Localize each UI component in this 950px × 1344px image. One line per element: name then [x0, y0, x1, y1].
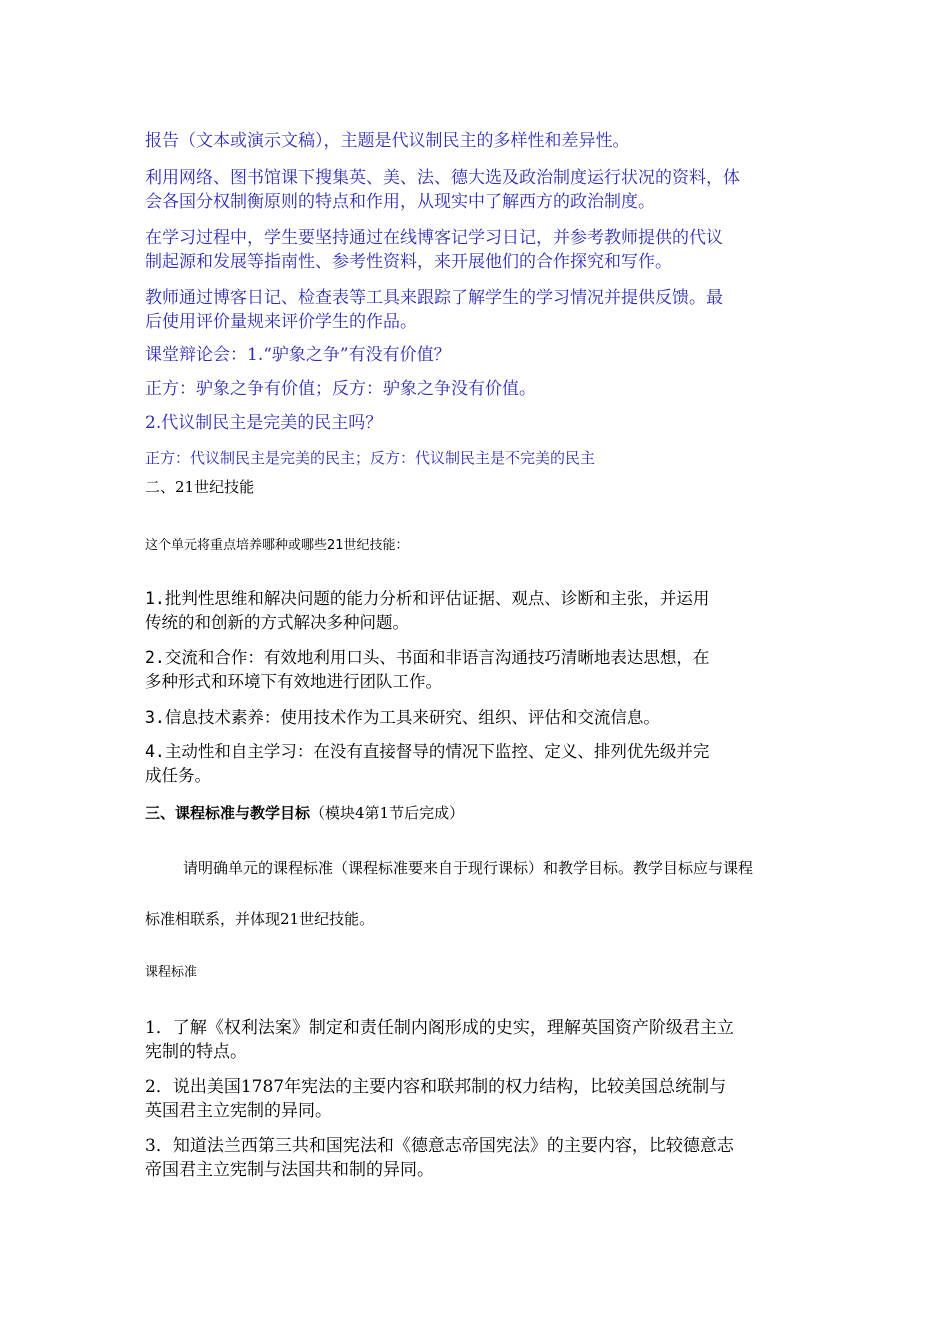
standards-intro-line-2: 标准相联系，并体现21世纪技能。 [145, 910, 375, 928]
standards-label: 课程标准 [145, 965, 198, 980]
skill-2-line-1: 2.交流和合作：有效地利用口头、书面和非语言沟通技巧清晰地表达思想，在 [145, 648, 710, 667]
standard-3-line-1: 3．知道法兰西第三共和国宪法和《德意志帝国宪法》的主要内容，比较德意志 [145, 1136, 734, 1156]
skill-1-line-1: 1.批判性思维和解决问题的能力分析和评估证据、观点、诊断和主张，并运用 [145, 589, 710, 608]
standard-1-line-1: 1．了解《权利法案》制定和责任制内阁形成的史实，理解英国资产阶级君主立 [145, 1018, 734, 1038]
skill-3: 3.信息技术素养：使用技术作为工具来研究、组织、评估和交流信息。 [145, 708, 660, 727]
learning-process-line-2: 制起源和发展等指南性、参考性资料，来开展他们的合作探究和写作。 [145, 252, 672, 272]
learning-process-line-1: 在学习过程中，学生要坚持通过在线博客记学习日记，并参考教师提供的代议 [145, 228, 723, 248]
skill-4-line-2: 成任务。 [145, 766, 211, 785]
skills-prompt: 这个单元将重点培养哪种或哪些21世纪技能： [145, 538, 409, 553]
skill-1-line-2: 传统的和创新的方式解决多种问题。 [145, 613, 409, 632]
skill-4-line-1: 4.主动性和自主学习：在没有直接督导的情况下监控、定义、排列优先级并完 [145, 742, 710, 761]
section-3-heading [145, 802, 464, 824]
section-2-heading: 二、21世纪技能 [145, 478, 255, 496]
standard-2-line-2: 英国君主立宪制的异同。 [145, 1101, 332, 1121]
standard-1-line-2: 宪制的特点。 [145, 1042, 247, 1062]
report-topic-text: 报告（文本或演示文稿），主题是代议制民主的多样性和差异性。 [145, 131, 630, 151]
debate-question-1: 课堂辩论会：1.“驴象之争”有没有价值？ [145, 345, 451, 365]
skill-2-line-2: 多种形式和环境下有效地进行团队工作。 [145, 672, 442, 691]
standards-intro-line-1: 请明确单元的课程标准（课程标准要来自于现行课标）和教学目标。教学目标应与课程 [183, 859, 754, 877]
research-activity-line-1: 利用网络、图书馆课下搜集英、美、法、德大选及政治制度运行状况的资料，体 [145, 168, 740, 188]
section-3-heading-note: （模块4第1节后完成） [310, 804, 465, 822]
teacher-feedback-line-1: 教师通过博客日记、检查表等工具来跟踪了解学生的学习情况并提供反馈。最 [145, 288, 723, 308]
section-3-heading-title: 三、课程标准与教学目标 [145, 804, 311, 822]
research-activity-line-2: 会各国分权制衡原则的特点和作用，从现实中了解西方的政治制度。 [145, 192, 655, 212]
standard-3-line-2: 帝国君主立宪制与法国共和制的异同。 [145, 1160, 434, 1180]
teacher-feedback-line-2: 后使用评价量规来评价学生的作品。 [145, 312, 417, 332]
standard-2-line-1: 2．说出美国1787年宪法的主要内容和联邦制的权力结构，比较美国总统制与 [145, 1077, 727, 1097]
debate-sides-2: 正方：代议制民主是完美的民主；反方：代议制民主是不完美的民主 [145, 449, 596, 467]
debate-sides-1: 正方：驴象之争有价值；反方：驴象之争没有价值。 [145, 379, 536, 399]
debate-question-2: 2.代议制民主是完美的民主吗？ [145, 413, 383, 433]
